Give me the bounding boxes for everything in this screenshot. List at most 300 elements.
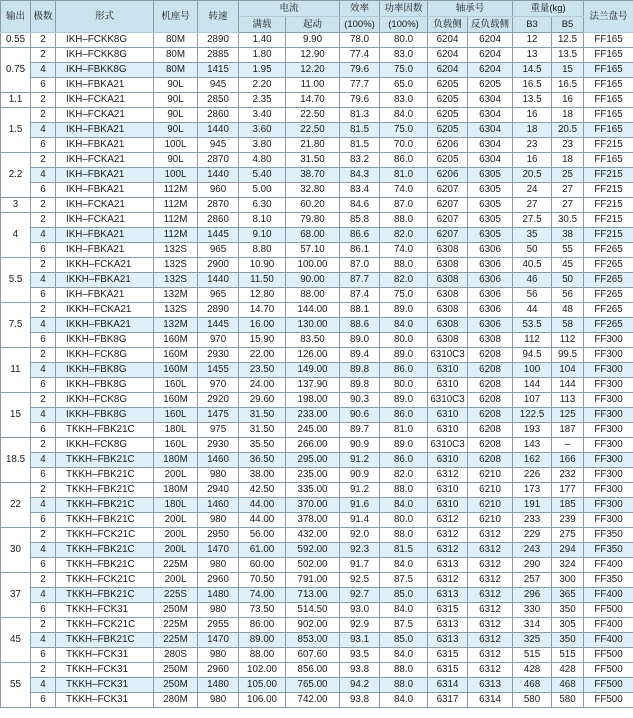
cell-bearing-load: 6205 bbox=[428, 108, 468, 123]
cell-efficiency: 90.6 bbox=[340, 408, 380, 423]
cell-speed: 1440 bbox=[198, 168, 239, 183]
cell-weight-b3: 27 bbox=[513, 198, 552, 213]
cell-efficiency: 79.6 bbox=[340, 93, 380, 108]
cell-speed: 2870 bbox=[198, 153, 239, 168]
header-weight-b3: B3 bbox=[513, 17, 552, 33]
cell-poles: 4 bbox=[31, 543, 56, 558]
table-row bbox=[1, 333, 633, 348]
cell-bearing-load: 6315 bbox=[428, 663, 468, 678]
cell-output: 55 bbox=[1, 663, 31, 708]
cell-poles: 2 bbox=[31, 393, 56, 408]
cell-bearing-anti: 6205 bbox=[468, 78, 513, 93]
cell-output: 22 bbox=[1, 483, 31, 528]
cell-output: 30 bbox=[1, 528, 31, 573]
cell-weight-b3: 107 bbox=[513, 393, 552, 408]
cell-current-start: 233.00 bbox=[286, 408, 340, 423]
cell-weight-b3: 243 bbox=[513, 543, 552, 558]
cell-power-factor: 89.0 bbox=[380, 303, 428, 318]
cell-current-start: 22.50 bbox=[286, 108, 340, 123]
cell-current-start: 378.00 bbox=[286, 513, 340, 528]
cell-frame: 180M bbox=[154, 483, 198, 498]
cell-poles: 2 bbox=[31, 618, 56, 633]
header-form: 形式 bbox=[56, 1, 154, 33]
cell-current-full: 3.40 bbox=[239, 108, 286, 123]
cell-current-start: 245.00 bbox=[286, 423, 340, 438]
cell-speed: 2890 bbox=[198, 303, 239, 318]
cell-speed: 960 bbox=[198, 183, 239, 198]
cell-weight-b5: 58 bbox=[552, 318, 584, 333]
table-row bbox=[1, 123, 633, 138]
table-row bbox=[1, 528, 633, 543]
cell-bearing-anti: 6305 bbox=[468, 213, 513, 228]
table-row bbox=[1, 108, 633, 123]
cell-efficiency: 93.5 bbox=[340, 648, 380, 663]
cell-weight-b5: 45 bbox=[552, 258, 584, 273]
cell-weight-b5: 18 bbox=[552, 108, 584, 123]
cell-flange: FF165 bbox=[584, 153, 633, 168]
cell-flange: FF400 bbox=[584, 558, 633, 573]
cell-weight-b3: 23 bbox=[513, 138, 552, 153]
cell-weight-b3: 13.5 bbox=[513, 93, 552, 108]
cell-current-full: 44.00 bbox=[239, 498, 286, 513]
cell-efficiency: 90.9 bbox=[340, 438, 380, 453]
cell-bearing-load: 6206 bbox=[428, 168, 468, 183]
cell-bearing-load: 6313 bbox=[428, 633, 468, 648]
cell-form: IKKH–FBK8G bbox=[56, 363, 154, 378]
cell-flange: FF500 bbox=[584, 603, 633, 618]
cell-weight-b5: 27 bbox=[552, 183, 584, 198]
cell-flange: FF265 bbox=[584, 243, 633, 258]
cell-weight-b5: 468 bbox=[552, 678, 584, 693]
cell-weight-b5: 104 bbox=[552, 363, 584, 378]
table-row bbox=[1, 468, 633, 483]
cell-weight-b5: 113 bbox=[552, 393, 584, 408]
cell-bearing-load: 6310 bbox=[428, 498, 468, 513]
table-body bbox=[1, 33, 633, 708]
cell-current-start: 100.00 bbox=[286, 258, 340, 273]
cell-form: IKKH–FBK8G bbox=[56, 408, 154, 423]
cell-poles: 6 bbox=[31, 648, 56, 663]
cell-current-full: 38.00 bbox=[239, 468, 286, 483]
cell-poles: 2 bbox=[31, 93, 56, 108]
cell-frame: 160L bbox=[154, 438, 198, 453]
table-row bbox=[1, 33, 633, 48]
cell-poles: 4 bbox=[31, 228, 56, 243]
cell-weight-b3: 94.5 bbox=[513, 348, 552, 363]
cell-bearing-load: 6310 bbox=[428, 363, 468, 378]
table-row bbox=[1, 228, 633, 243]
cell-current-full: 56.00 bbox=[239, 528, 286, 543]
header-row-top bbox=[1, 1, 633, 17]
cell-weight-b5: 55 bbox=[552, 243, 584, 258]
cell-form: IKH–FBKA21 bbox=[56, 288, 154, 303]
table-row bbox=[1, 663, 633, 678]
cell-weight-b5: 30.5 bbox=[552, 213, 584, 228]
cell-current-full: 5.40 bbox=[239, 168, 286, 183]
cell-weight-b3: 27.5 bbox=[513, 213, 552, 228]
cell-current-start: 198.00 bbox=[286, 393, 340, 408]
cell-bearing-anti: 6304 bbox=[468, 153, 513, 168]
cell-frame: 90L bbox=[154, 78, 198, 93]
cell-frame: 132S bbox=[154, 243, 198, 258]
cell-form: TKKH–FCK31 bbox=[56, 678, 154, 693]
cell-frame: 200L bbox=[154, 528, 198, 543]
cell-current-full: 15.90 bbox=[239, 333, 286, 348]
cell-speed: 980 bbox=[198, 603, 239, 618]
cell-power-factor: 74.0 bbox=[380, 183, 428, 198]
cell-efficiency: 81.3 bbox=[340, 108, 380, 123]
cell-efficiency: 88.1 bbox=[340, 303, 380, 318]
cell-flange: FF300 bbox=[584, 378, 633, 393]
cell-bearing-anti: 6304 bbox=[468, 123, 513, 138]
cell-poles: 6 bbox=[31, 288, 56, 303]
cell-frame: 225M bbox=[154, 558, 198, 573]
table-row bbox=[1, 318, 633, 333]
cell-power-factor: 81.0 bbox=[380, 423, 428, 438]
header-efficiency-unit: (100%) bbox=[340, 17, 380, 33]
cell-frame: 132S bbox=[154, 273, 198, 288]
cell-power-factor: 84.0 bbox=[380, 693, 428, 708]
table-row bbox=[1, 183, 633, 198]
cell-weight-b5: 177 bbox=[552, 483, 584, 498]
cell-weight-b5: 13.5 bbox=[552, 48, 584, 63]
cell-current-start: 607.60 bbox=[286, 648, 340, 663]
cell-power-factor: 88.0 bbox=[380, 528, 428, 543]
cell-current-start: 22.50 bbox=[286, 123, 340, 138]
cell-form: TKKH–FCK31 bbox=[56, 603, 154, 618]
cell-power-factor: 87.5 bbox=[380, 618, 428, 633]
cell-speed: 970 bbox=[198, 333, 239, 348]
cell-frame: 90L bbox=[154, 123, 198, 138]
table-row bbox=[1, 48, 633, 63]
cell-bearing-load: 6207 bbox=[428, 228, 468, 243]
cell-form: TKKH–FCK21C bbox=[56, 618, 154, 633]
cell-current-start: 502.00 bbox=[286, 558, 340, 573]
cell-weight-b5: 50 bbox=[552, 273, 584, 288]
table-row bbox=[1, 258, 633, 273]
cell-efficiency: 91.6 bbox=[340, 498, 380, 513]
cell-speed: 1475 bbox=[198, 408, 239, 423]
cell-form: IKH–FBKA21 bbox=[56, 183, 154, 198]
cell-form: IKH–FCKA21 bbox=[56, 213, 154, 228]
cell-poles: 6 bbox=[31, 78, 56, 93]
cell-frame: 90L bbox=[154, 153, 198, 168]
cell-poles: 6 bbox=[31, 513, 56, 528]
cell-weight-b3: 14.5 bbox=[513, 63, 552, 78]
cell-frame: 160L bbox=[154, 408, 198, 423]
cell-bearing-load: 6315 bbox=[428, 603, 468, 618]
table-row bbox=[1, 483, 633, 498]
cell-bearing-anti: 6305 bbox=[468, 198, 513, 213]
cell-bearing-load: 6205 bbox=[428, 78, 468, 93]
cell-weight-b5: 48 bbox=[552, 303, 584, 318]
cell-current-full: 36.50 bbox=[239, 453, 286, 468]
cell-form: IKH–FBKA21 bbox=[56, 78, 154, 93]
cell-current-start: 38.70 bbox=[286, 168, 340, 183]
cell-bearing-anti: 6305 bbox=[468, 168, 513, 183]
cell-efficiency: 89.4 bbox=[340, 348, 380, 363]
cell-frame: 200L bbox=[154, 468, 198, 483]
cell-form: TKKH–FCK21C bbox=[56, 528, 154, 543]
cell-poles: 4 bbox=[31, 363, 56, 378]
cell-efficiency: 77.4 bbox=[340, 48, 380, 63]
cell-weight-b5: 294 bbox=[552, 543, 584, 558]
cell-weight-b3: 44 bbox=[513, 303, 552, 318]
cell-current-start: 126.00 bbox=[286, 348, 340, 363]
cell-power-factor: 83.0 bbox=[380, 93, 428, 108]
cell-current-start: 713.00 bbox=[286, 588, 340, 603]
cell-flange: FF350 bbox=[584, 573, 633, 588]
cell-efficiency: 87.4 bbox=[340, 288, 380, 303]
cell-poles: 4 bbox=[31, 318, 56, 333]
cell-bearing-load: 6308 bbox=[428, 258, 468, 273]
cell-form: TKKH–FCK31 bbox=[56, 663, 154, 678]
cell-flange: FF300 bbox=[584, 393, 633, 408]
cell-efficiency: 89.7 bbox=[340, 423, 380, 438]
cell-flange: FF215 bbox=[584, 168, 633, 183]
cell-weight-b5: 144 bbox=[552, 378, 584, 393]
cell-efficiency: 87.0 bbox=[340, 258, 380, 273]
cell-poles: 2 bbox=[31, 48, 56, 63]
header-output: 输出 bbox=[1, 1, 31, 33]
cell-poles: 4 bbox=[31, 498, 56, 513]
cell-bearing-anti: 6305 bbox=[468, 183, 513, 198]
cell-current-start: 235.00 bbox=[286, 468, 340, 483]
cell-bearing-anti: 6210 bbox=[468, 468, 513, 483]
cell-poles: 2 bbox=[31, 153, 56, 168]
cell-bearing-load: 6310 bbox=[428, 378, 468, 393]
cell-form: IKKH–FCK8G bbox=[56, 393, 154, 408]
cell-flange: FF215 bbox=[584, 138, 633, 153]
cell-current-full: 24.00 bbox=[239, 378, 286, 393]
cell-flange: FF500 bbox=[584, 693, 633, 708]
cell-power-factor: 80.0 bbox=[380, 378, 428, 393]
cell-power-factor: 87.5 bbox=[380, 573, 428, 588]
cell-current-start: 130.00 bbox=[286, 318, 340, 333]
cell-current-full: 5.00 bbox=[239, 183, 286, 198]
cell-weight-b5: 166 bbox=[552, 453, 584, 468]
cell-current-start: 57.10 bbox=[286, 243, 340, 258]
cell-weight-b3: 46 bbox=[513, 273, 552, 288]
cell-current-start: 68.00 bbox=[286, 228, 340, 243]
cell-power-factor: 86.0 bbox=[380, 453, 428, 468]
cell-efficiency: 87.7 bbox=[340, 273, 380, 288]
cell-weight-b5: 15 bbox=[552, 63, 584, 78]
cell-weight-b5: 350 bbox=[552, 633, 584, 648]
header-speed: 转速 bbox=[198, 1, 239, 33]
cell-current-full: 61.00 bbox=[239, 543, 286, 558]
cell-output: 0.55 bbox=[1, 33, 31, 48]
cell-bearing-load: 6310C3 bbox=[428, 348, 468, 363]
cell-current-start: 83.50 bbox=[286, 333, 340, 348]
cell-weight-b5: 25 bbox=[552, 168, 584, 183]
cell-form: TKKH–FBK21C bbox=[56, 453, 154, 468]
cell-flange: FF265 bbox=[584, 303, 633, 318]
header-current: 电流 bbox=[239, 1, 340, 17]
table-row bbox=[1, 288, 633, 303]
cell-bearing-anti: 6204 bbox=[468, 48, 513, 63]
cell-power-factor: 75.0 bbox=[380, 288, 428, 303]
cell-bearing-anti: 6210 bbox=[468, 483, 513, 498]
table-row bbox=[1, 213, 633, 228]
cell-weight-b3: 100 bbox=[513, 363, 552, 378]
cell-weight-b3: 229 bbox=[513, 528, 552, 543]
cell-weight-b3: 233 bbox=[513, 513, 552, 528]
cell-frame: 160M bbox=[154, 363, 198, 378]
cell-form: TKKH–FBK21C bbox=[56, 423, 154, 438]
cell-speed: 980 bbox=[198, 648, 239, 663]
cell-bearing-anti: 6304 bbox=[468, 138, 513, 153]
cell-flange: FF215 bbox=[584, 228, 633, 243]
table-row bbox=[1, 303, 633, 318]
cell-weight-b5: 187 bbox=[552, 423, 584, 438]
cell-weight-b5: 112 bbox=[552, 333, 584, 348]
cell-efficiency: 79.6 bbox=[340, 63, 380, 78]
cell-current-full: 70.50 bbox=[239, 573, 286, 588]
cell-power-factor: 89.0 bbox=[380, 438, 428, 453]
cell-poles: 6 bbox=[31, 333, 56, 348]
cell-bearing-anti: 6313 bbox=[468, 678, 513, 693]
cell-efficiency: 93.8 bbox=[340, 693, 380, 708]
cell-power-factor: 88.0 bbox=[380, 213, 428, 228]
cell-frame: 160L bbox=[154, 378, 198, 393]
cell-flange: FF165 bbox=[584, 63, 633, 78]
cell-speed: 2885 bbox=[198, 48, 239, 63]
cell-efficiency: 92.7 bbox=[340, 588, 380, 603]
cell-efficiency: 84.3 bbox=[340, 168, 380, 183]
header-weight-b5: B5 bbox=[552, 17, 584, 33]
cell-frame: 180L bbox=[154, 423, 198, 438]
cell-weight-b3: 112 bbox=[513, 333, 552, 348]
cell-frame: 180M bbox=[154, 453, 198, 468]
table-header bbox=[1, 1, 633, 33]
cell-power-factor: 81.5 bbox=[380, 543, 428, 558]
cell-speed: 965 bbox=[198, 243, 239, 258]
cell-speed: 1470 bbox=[198, 633, 239, 648]
cell-bearing-anti: 6312 bbox=[468, 648, 513, 663]
table-row bbox=[1, 78, 633, 93]
cell-flange: FF215 bbox=[584, 213, 633, 228]
cell-bearing-anti: 6312 bbox=[468, 663, 513, 678]
cell-power-factor: 86.0 bbox=[380, 153, 428, 168]
cell-frame: 250M bbox=[154, 678, 198, 693]
cell-poles: 4 bbox=[31, 408, 56, 423]
cell-power-factor: 82.0 bbox=[380, 228, 428, 243]
cell-speed: 945 bbox=[198, 138, 239, 153]
cell-speed: 980 bbox=[198, 558, 239, 573]
cell-weight-b3: 50 bbox=[513, 243, 552, 258]
table-row bbox=[1, 498, 633, 513]
cell-bearing-load: 6312 bbox=[428, 543, 468, 558]
cell-form: TKKH–FBK21C bbox=[56, 543, 154, 558]
table-row bbox=[1, 198, 633, 213]
cell-bearing-load: 6205 bbox=[428, 123, 468, 138]
cell-bearing-load: 6310C3 bbox=[428, 438, 468, 453]
cell-bearing-load: 6310 bbox=[428, 408, 468, 423]
cell-flange: FF165 bbox=[584, 123, 633, 138]
cell-weight-b3: 296 bbox=[513, 588, 552, 603]
cell-weight-b3: 330 bbox=[513, 603, 552, 618]
cell-current-full: 31.50 bbox=[239, 423, 286, 438]
cell-efficiency: 86.1 bbox=[340, 243, 380, 258]
cell-form: IKKH–FBK8G bbox=[56, 378, 154, 393]
table-row bbox=[1, 438, 633, 453]
cell-frame: 132S bbox=[154, 258, 198, 273]
cell-bearing-anti: 6208 bbox=[468, 453, 513, 468]
cell-current-start: 853.00 bbox=[286, 633, 340, 648]
cell-poles: 2 bbox=[31, 483, 56, 498]
cell-current-start: 791.00 bbox=[286, 573, 340, 588]
cell-weight-b5: 239 bbox=[552, 513, 584, 528]
cell-power-factor: 84.0 bbox=[380, 603, 428, 618]
cell-form: IKH–FCKA21 bbox=[56, 108, 154, 123]
table-row bbox=[1, 618, 633, 633]
table-row bbox=[1, 558, 633, 573]
cell-bearing-anti: 6312 bbox=[468, 588, 513, 603]
cell-speed: 2930 bbox=[198, 438, 239, 453]
cell-bearing-anti: 6210 bbox=[468, 513, 513, 528]
cell-speed: 975 bbox=[198, 423, 239, 438]
cell-current-full: 8.10 bbox=[239, 213, 286, 228]
cell-weight-b3: 13 bbox=[513, 48, 552, 63]
cell-frame: 160M bbox=[154, 393, 198, 408]
cell-current-full: 4.80 bbox=[239, 153, 286, 168]
cell-bearing-load: 6204 bbox=[428, 63, 468, 78]
cell-poles: 4 bbox=[31, 123, 56, 138]
cell-speed: 2870 bbox=[198, 198, 239, 213]
cell-power-factor: 89.0 bbox=[380, 393, 428, 408]
cell-poles: 6 bbox=[31, 423, 56, 438]
cell-bearing-anti: 6204 bbox=[468, 63, 513, 78]
cell-efficiency: 93.8 bbox=[340, 663, 380, 678]
cell-bearing-anti: 6306 bbox=[468, 303, 513, 318]
cell-bearing-anti: 6306 bbox=[468, 288, 513, 303]
cell-frame: 112M bbox=[154, 213, 198, 228]
cell-weight-b3: 143 bbox=[513, 438, 552, 453]
cell-power-factor: 80.0 bbox=[380, 513, 428, 528]
cell-flange: FF165 bbox=[584, 33, 633, 48]
cell-flange: FF300 bbox=[584, 483, 633, 498]
cell-efficiency: 91.4 bbox=[340, 513, 380, 528]
cell-efficiency: 92.3 bbox=[340, 543, 380, 558]
cell-form: IKH–FBKA21 bbox=[56, 168, 154, 183]
cell-weight-b3: 257 bbox=[513, 573, 552, 588]
cell-frame: 200L bbox=[154, 543, 198, 558]
cell-flange: FF400 bbox=[584, 633, 633, 648]
cell-frame: 112M bbox=[154, 198, 198, 213]
cell-weight-b3: 16 bbox=[513, 153, 552, 168]
cell-poles: 4 bbox=[31, 678, 56, 693]
cell-efficiency: 85.8 bbox=[340, 213, 380, 228]
cell-current-full: 102.00 bbox=[239, 663, 286, 678]
cell-bearing-load: 6313 bbox=[428, 588, 468, 603]
cell-power-factor: 70.0 bbox=[380, 138, 428, 153]
cell-weight-b3: 40.5 bbox=[513, 258, 552, 273]
cell-current-start: 60.20 bbox=[286, 198, 340, 213]
cell-frame: 225M bbox=[154, 618, 198, 633]
cell-bearing-load: 6308 bbox=[428, 303, 468, 318]
table-row bbox=[1, 408, 633, 423]
cell-form: IKH–FCKK8G bbox=[56, 48, 154, 63]
cell-form: IKKH–FCK8G bbox=[56, 348, 154, 363]
cell-bearing-load: 6207 bbox=[428, 198, 468, 213]
cell-frame: 100L bbox=[154, 168, 198, 183]
header-poles: 极数 bbox=[31, 1, 56, 33]
cell-bearing-load: 6308 bbox=[428, 273, 468, 288]
cell-power-factor: 88.0 bbox=[380, 663, 428, 678]
table-row bbox=[1, 378, 633, 393]
cell-bearing-anti: 6304 bbox=[468, 93, 513, 108]
